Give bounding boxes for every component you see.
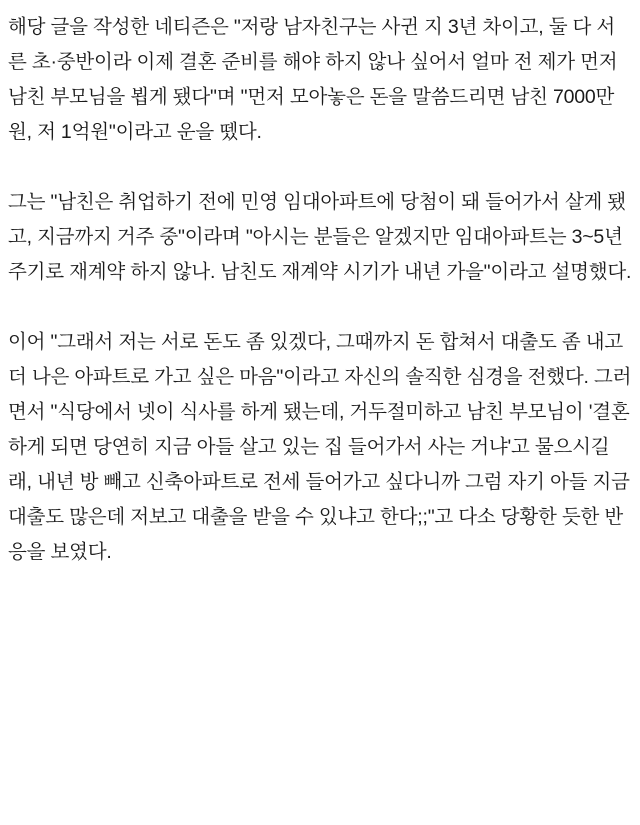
article-paragraph: 해당 글을 작성한 네티즌은 "저랑 남자친구는 사귄 지 3년 차이고, 둘 다 서른 초·중반이라 이제 결혼 준비를 해야 하지 않나 싶어서 얼마 전 제가 먼저 남친 부모님을 뵙게 됐다"며 "먼저 모아놓은 돈을 말씀드리면 남친 7000만원, 저 1억원"이라고 운을 뗐다. <box>8 16 623 143</box>
article-paragraph: 이어 "그래서 저는 서로 돈도 좀 있겠다, 그때까지 돈 합쳐서 대출도 좀 내고 더 나은 아파트로 가고 싶은 마음"이라고 자신의 솔직한 심경을 전했다. 그러면서 "식당에서 넷이 식사를 하게 됐는데, 거두절미하고 남친 부모님이 '결혼하게 되면 당연히 지금 아들 살고 있는 집 들어가서 사는 거냐'고 물으시길래, 내년 방 빼고 신축아파트로 전세 들어가고 싶다니까 그럼 자기 아들 지금 대출도 많은데 저보고 대출을 받을 수 있냐고 한다;;"고 다소 당황한 듯한 반응을 보였다. <box>8 331 635 563</box>
article-paragraph: 그는 "남친은 취업하기 전에 민영 임대아파트에 당첨이 돼 들어가서 살게 됐고, 지금까지 거주 중"이라며 "아시는 분들은 알겠지만 임대아파트는 3~5년 주기로 재계약 하지 않나. 남친도 재계약 시기가 내년 가을"이라고 설명했다. <box>8 191 632 283</box>
